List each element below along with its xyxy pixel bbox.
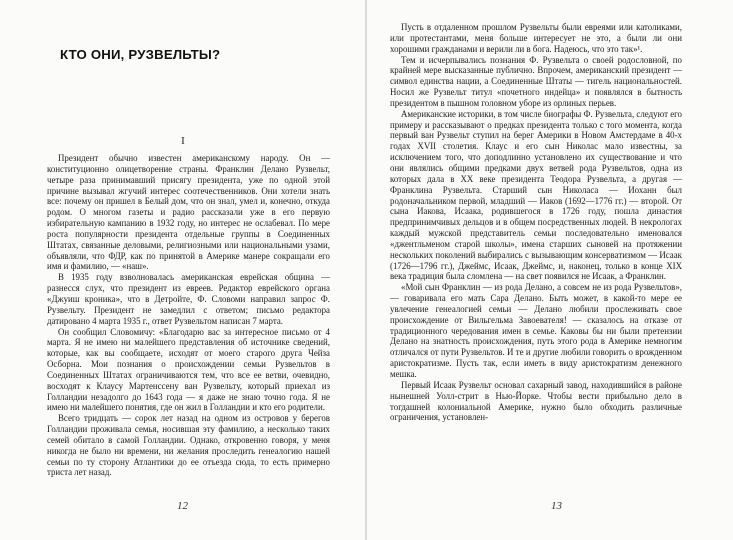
right-page-text — [390, 22, 682, 423]
page-number: 13 — [551, 500, 562, 512]
left-page — [0, 0, 366, 540]
paragraph: Первый Исаак Рузвельт основал сахарный завод, находившийся в районе нынешней Уолл-стрит в Нью-Йорке. Чтобы вести прибыльно дело в тогдашней колониальной Америке, нужно было обходить различные ограничения, установлен- — [390, 379, 682, 423]
paragraph: В 1935 году взволновалась американская еврейская община — разнесся слух, что президент из евреев. Редактор еврейского органа «Джуиш кроника», что в Детройте, Ф. Словоми направил запрос Ф. Рузвельту. Президент не замедлил с ответом; письмо редактора датировано 4 марта 1935 г., ответ Рузвельтом написан 7 марта. — [47, 272, 330, 326]
chapter-title: КТО ОНИ, РУЗВЕЛЬТЫ? — [60, 47, 221, 62]
paragraph: «Мой сын Франклин — из рода Делано, а совсем не из рода Рузвельтов», — говаривала его мать Сара Делано. Быть может, в какой-то мере ее увлечение генеалогией семьи — Делано любили прослеживать свое происхождение от Вильгельма Завоевателя! — сказалось на отказе от традиционного чередования имен в семье. Каковы бы ни были претензии Делано на знатность происхождения, путь этого рода в Америке немногим отличался от пути Рузвельтов. И те и другие любили говорить о врожденном аристократизме. Пусть так, если иметь в виду аристократизм денежного мешка. — [390, 282, 682, 379]
paragraph: Американские историки, в том числе биографы Ф. Рузвельта, следуют его примеру и рассказывают о предках президента только с того момента, когда первый ван Рузвельт ступил на берег Америки в Новом Амстердаме в 40-х годах XVII столетия. Клаус и его сын Николас мало известны, за исключением того, что доподлинно установлено их существование и что они являлись общими предками двух ветвей рода Рузвельтов, одна из которых дала в XX веке президента Теодора Рузвельта, а другая — Франклина Рузвельта. Старший сын Николаса — Иоханн был родоначальником первой, младший — Иаков (1692—1776 гг.) — второй. От сына Иакова, Исаака, родившегося в 1726 году, пошла династия предпринимчивых дельцов и в общем посредственных людей. В некрологах каждый мужской представитель семьи последовательно именовался «джентльменом старой школы», имена старших сыновей на протяжении нескольких поколений выбирались с вызывающим консерватизмом — Исаак (1726—1796 гг.), Джеймс, Исаак, Джеймс, и, наконец, только в конце XIX века традиция была сломлена — на свет появился не Исаак, а Франклин. — [390, 108, 682, 282]
paragraph: Тем и исчерпывались познания Ф. Рузвельта о своей родословной, по крайней мере высказанные публично. Впрочем, американский президент — символ единства нации, а Соединенные Штаты — тигель национальностей. Носил же Рузвельт титул «почетного индейца» и появлялся в бытность президентом в пышном головном уборе из орлиных перьев. — [390, 54, 682, 108]
left-page-text — [47, 153, 330, 478]
paragraph: Президент обычно известен американскому народу. Он — конституционно олицетворение страны. Франклин Делано Рузвельт, четыре раза принимавший присягу президента, уже по одной этой причине вызывал жгучий интерес соотечественников. Они хотели знать все: почему он пришел в Белый дом, что он знал, умел и, конечно, откуда родом. О многом газеты и радио рассказали уже в его первую избирательную кампанию в 1932 году, но интерес не ослабевал. По мере роста популярности президента отдельные группы в Соединенных Штатах, связанные деловыми, религиозными или национальными узами, объявляли, что ФДР, как по принятой в Америке манере сокращали его имя и фамилию, — «наш». — [47, 153, 330, 272]
paragraph: Он сообщил Словомичу: «Благодарю вас за интересное письмо от 4 марта. Я не имею ни малейшего представления об источнике сведений, которые, как вы сообщаете, исходят от моего старого друга Чейза Осборна. Мои познания о происхождении семьи Рузвельтов в Соединенных Штатах ограничиваются тем, что все ее ветви, очевидно, восходят к Клаусу Мартенссену ван Рузвельту, который приехал из Голландии незадолго до 1643 года — я даже не знаю точно года. Я не имею ни малейшего понятия, где он жил в Голландии и кто его родители. — [47, 326, 330, 413]
page-number: 12 — [177, 500, 188, 512]
paragraph: Всего тридцать — сорок лет назад на одном из островов у берегов Голландии проживала семья, носившая эту фамилию, а несколько таких семей обитало в самой Голландии. Однако, откровенно говоря, у меня никогда не было ни времени, ни желания проследить генеалогию нашей семьи по ту сторону Атлантики до ее отъезда сюда, то есть примерно триста лет назад. — [47, 413, 330, 478]
paragraph: Пусть в отдаленном прошлом Рузвельты были евреями или католиками, или протестантами, меня больше интересует не это, а были ли они хорошими гражданами и верили ли в бога. Надеюсь, что это так»¹. — [390, 22, 682, 54]
right-page — [367, 0, 733, 540]
section-number: I — [181, 135, 185, 147]
